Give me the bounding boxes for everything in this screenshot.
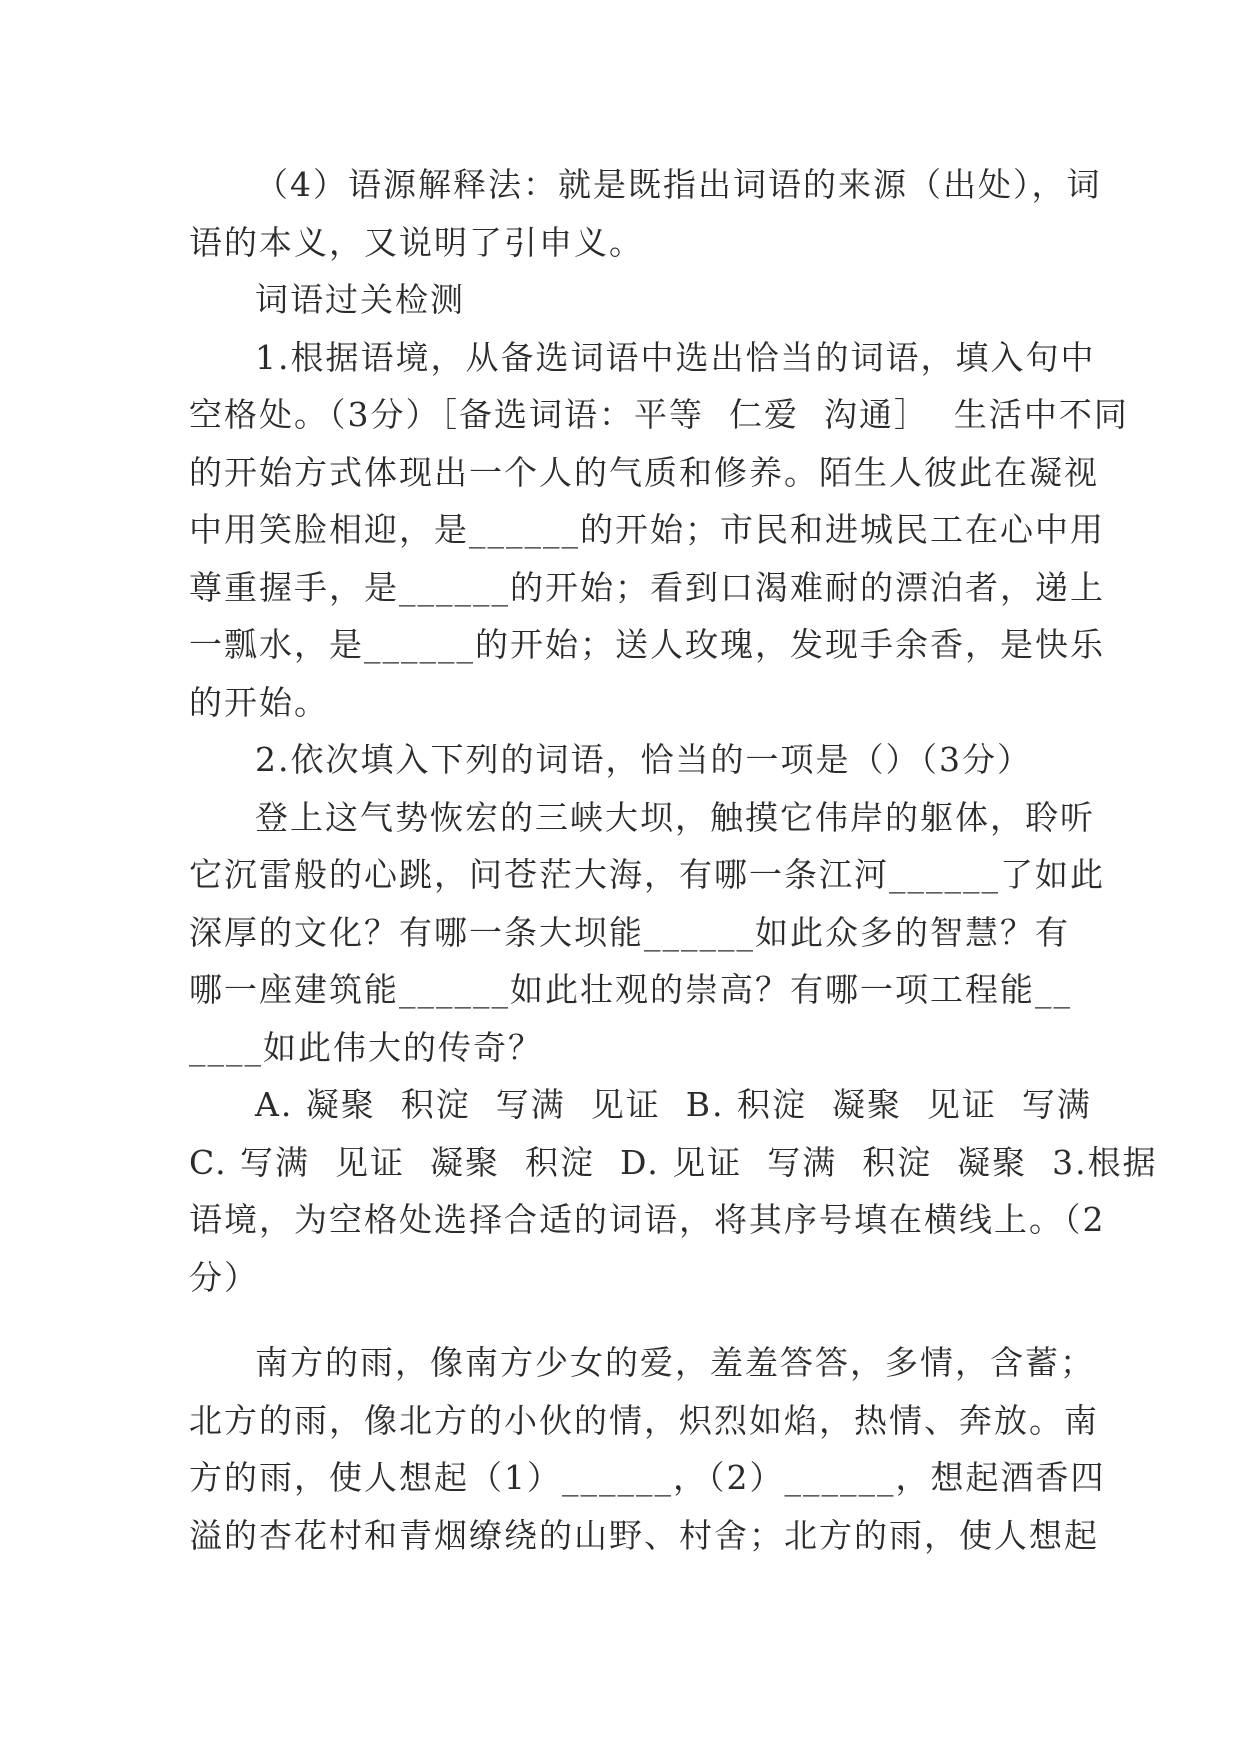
paragraph-gap — [189, 1306, 1055, 1334]
question-line: 的开始方式体现出一个人的气质和修养。陌生人彼此在凝视 — [189, 452, 1099, 492]
question-line: 分） — [189, 1257, 259, 1297]
section-heading: 词语过关检测 — [255, 280, 465, 319]
question-line: 一瓢水，是______的开始；送人玫瑰，发现手余香，是快乐 — [189, 625, 1105, 664]
paragraph-line: （4）语源解释法：就是既指出词语的来源（出处），词 — [255, 165, 1102, 204]
passage-line: 登上这气势恢宏的三峡大坝，触摸它伟岸的躯体，聆听 — [255, 797, 1095, 837]
answer-options-line: C. 写满 见证 凝聚 积淀 D. 见证 写满 积淀 凝聚 3.根据 — [189, 1142, 1158, 1182]
passage-line: 溢的杏花村和青烟缭绕的山野、村舍；北方的雨，使人想起 — [189, 1515, 1099, 1555]
question-line: 空格处。（3分）［备选词语：平等 仁爱 沟通］ 生活中不同 — [189, 395, 1129, 434]
question-line: 2.依次填入下列的词语，恰当的一项是（）（3分） — [255, 740, 1032, 779]
answer-options-line: A. 凝聚 积淀 写满 见证 B. 积淀 凝聚 见证 写满 — [255, 1085, 1092, 1124]
passage-line: 哪一座建筑能______如此壮观的崇高？有哪一项工程能__ — [189, 970, 1072, 1009]
passage-line: 深厚的文化？有哪一条大坝能______如此众多的智慧？有 — [189, 912, 1070, 952]
question-line: 尊重握手，是______的开始；看到口渴难耐的漂泊者，递上 — [189, 567, 1105, 607]
passage-line: 方的雨，使人想起（1）______，（2）______，想起酒香四 — [189, 1458, 1106, 1497]
passage-line: 北方的雨，像北方的小伙的情，炽烈如焰，热情、奔放。南 — [189, 1400, 1099, 1440]
document-body — [189, 156, 1158, 1564]
passage-line: ____如此伟大的传奇？ — [189, 1027, 543, 1067]
question-line: 语境，为空格处选择合适的词语，将其序号填在横线上。（2 — [189, 1200, 1106, 1239]
paragraph-line: 语的本义，又说明了引申义。 — [189, 222, 644, 262]
passage-line: 南方的雨，像南方少女的爱，羞羞答答，多情，含蓄； — [255, 1343, 1095, 1382]
passage-line: 它沉雷般的心跳，问苍茫大海，有哪一条江河______了如此 — [189, 855, 1105, 894]
question-line: 中用笑脸相迎，是______的开始；市民和进城民工在心中用 — [189, 510, 1105, 549]
question-line: 1.根据语境，从备选词语中选出恰当的词语，填入句中 — [255, 337, 1096, 377]
question-line: 的开始。 — [189, 682, 329, 722]
